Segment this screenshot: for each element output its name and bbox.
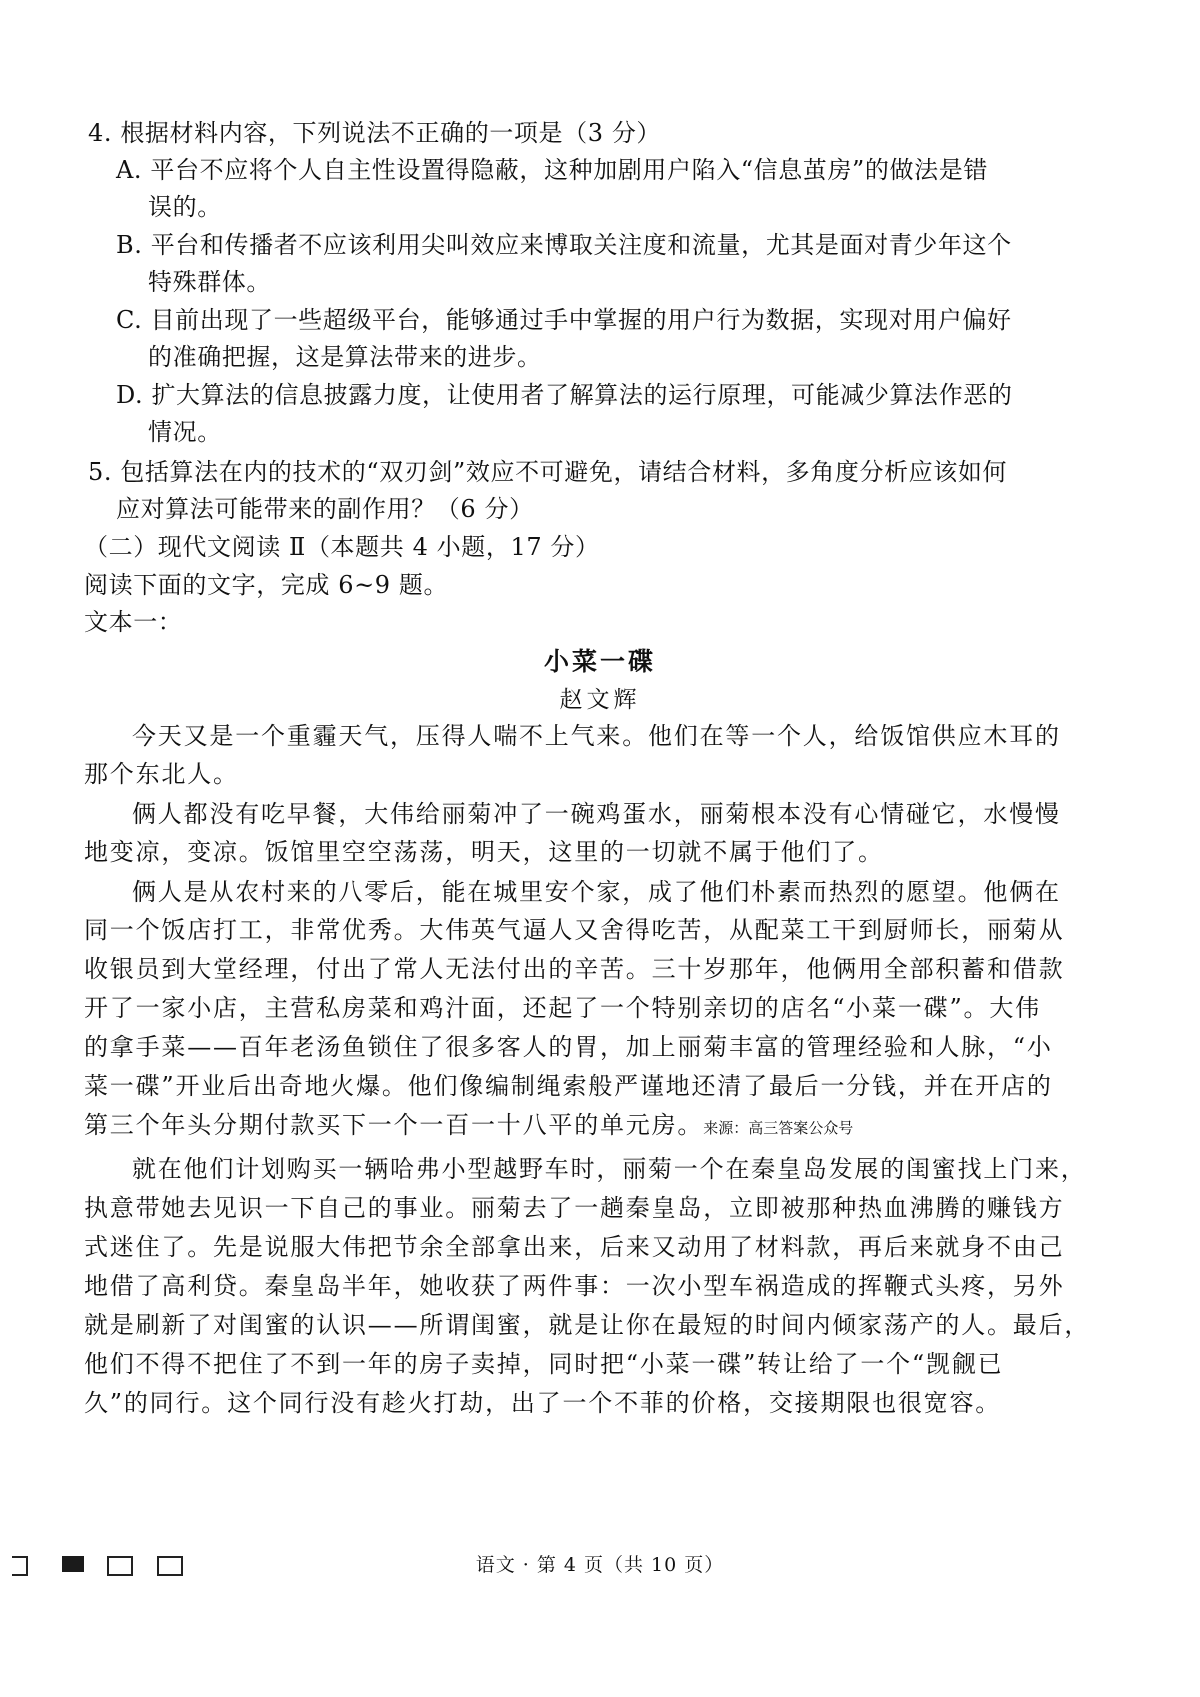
- page-number: 语文 · 第 4 页（共 10 页）: [475, 1554, 725, 1576]
- q4-option-c-line2: 的准确把握，这是算法带来的进步。: [148, 343, 542, 371]
- story-line: 久”的同行。这个同行没有趁火打劫，出了一个不菲的价格，交接期限也很宽容。: [84, 1389, 1002, 1417]
- story-line: 他们不得不把住了不到一年的房子卖掉，同时把“小菜一碟”转让给了一个“觊觎已: [84, 1350, 1004, 1378]
- q4-option-b-line1: B. 平台和传播者不应该利用尖叫效应来博取关注度和流量，尤其是面对青少年这个: [116, 231, 1012, 259]
- q4-option-d-line2: 情况。: [148, 418, 222, 446]
- story-line: 菜一碟”开业后出奇地火爆。他们像编制绳索般严谨地还清了最后一分钱，并在开店的: [84, 1072, 1053, 1100]
- story-author: 赵文辉: [559, 687, 641, 713]
- story-line: 收银员到大堂经理，付出了常人无法付出的辛苦。三十岁那年，他俩用全部积蓄和借款: [84, 955, 1065, 983]
- section-heading: （二）现代文阅读 Ⅱ（本题共 4 小题，17 分）: [84, 533, 600, 561]
- q4-option-b-line2: 特殊群体。: [148, 268, 271, 296]
- source-note: 来源：高三答案公众号: [703, 1119, 854, 1137]
- story-line: 的拿手菜——百年老汤鱼锁住了很多客人的胃，加上丽菊丰富的管理经验和人脉，“小: [84, 1033, 1053, 1061]
- q5-line2: 应对算法可能带来的副作用？（6 分）: [116, 495, 534, 523]
- story-line: 执意带她去见识一下自己的事业。丽菊去了一趟秦皇岛，立即被那种热血沸腾的赚钱方: [84, 1194, 1065, 1222]
- story-line: 就是刷新了对闺蜜的认识——所谓闺蜜，就是让你在最短的时间内倾家荡产的人。最后，: [84, 1311, 1091, 1339]
- story-line: 俩人是从农村来的八零后，能在城里安个家，成了他们朴素而热烈的愿望。他俩在: [132, 878, 1061, 906]
- story-line: 那个东北人。: [84, 760, 239, 788]
- story-line: 地变凉，变凉。饭馆里空空荡荡，明天，这里的一切就不属于他们了。: [84, 838, 884, 866]
- story-line: 就在他们计划购买一辆哈弗小型越野车时，丽菊一个在秦皇岛发展的闺蜜找上门来，: [132, 1155, 1087, 1183]
- story-line-with-note: [84, 1108, 853, 1145]
- story-line: 开了一家小店，主营私房菜和鸡汁面，还起了一个特别亲切的店名“小菜一碟”。大伟: [84, 994, 1041, 1022]
- q4-option-a-line2: 误的。: [148, 193, 222, 221]
- story-line: 第三个年头分期付款买下一个一百一十八平的单元房。: [84, 1111, 704, 1139]
- q4-option-c-line1: C. 目前出现了一些超级平台，能够通过手中掌握的用户行为数据，实现对用户偏好: [116, 306, 1012, 334]
- section-instruction: 阅读下面的文字，完成 6~9 题。: [84, 571, 449, 599]
- q5-line1: 5. 包括算法在内的技术的“双刃剑”效应不可避免，请结合材料，多角度分析应该如何: [88, 458, 1008, 486]
- q4-option-d-line1: D. 扩大算法的信息披露力度，让使用者了解算法的运行原理，可能减少算法作恶的: [116, 381, 1013, 409]
- story-line: 同一个饭店打工，非常优秀。大伟英气逼人又舍得吃苦，从配菜工干到厨师长，丽菊从: [84, 916, 1065, 944]
- story-line: 俩人都没有吃早餐，大伟给丽菊冲了一碗鸡蛋水，丽菊根本没有心情碰它，水慢慢: [132, 800, 1061, 828]
- story-line: 式迷住了。先是说服大伟把节余全部拿出来，后来又动用了材料款，再后来就身不由己: [84, 1233, 1065, 1261]
- story-line: 地借了高利贷。秦皇岛半年，她收获了两件事：一次小型车祸造成的挥鞭式头疼，另外: [84, 1272, 1065, 1300]
- story-line: 今天又是一个重霾天气，压得人喘不上气来。他们在等一个人，给饭馆供应木耳的: [132, 722, 1061, 750]
- q4-option-a-line1: A. 平台不应将个人自主性设置得隐蔽，这种加剧用户陷入“信息茧房”的做法是错: [116, 156, 988, 184]
- q4-stem: 4. 根据材料内容，下列说法不正确的一项是（3 分）: [88, 119, 662, 147]
- story-title: 小菜一碟: [543, 647, 656, 676]
- text-label: 文本一：: [84, 608, 183, 636]
